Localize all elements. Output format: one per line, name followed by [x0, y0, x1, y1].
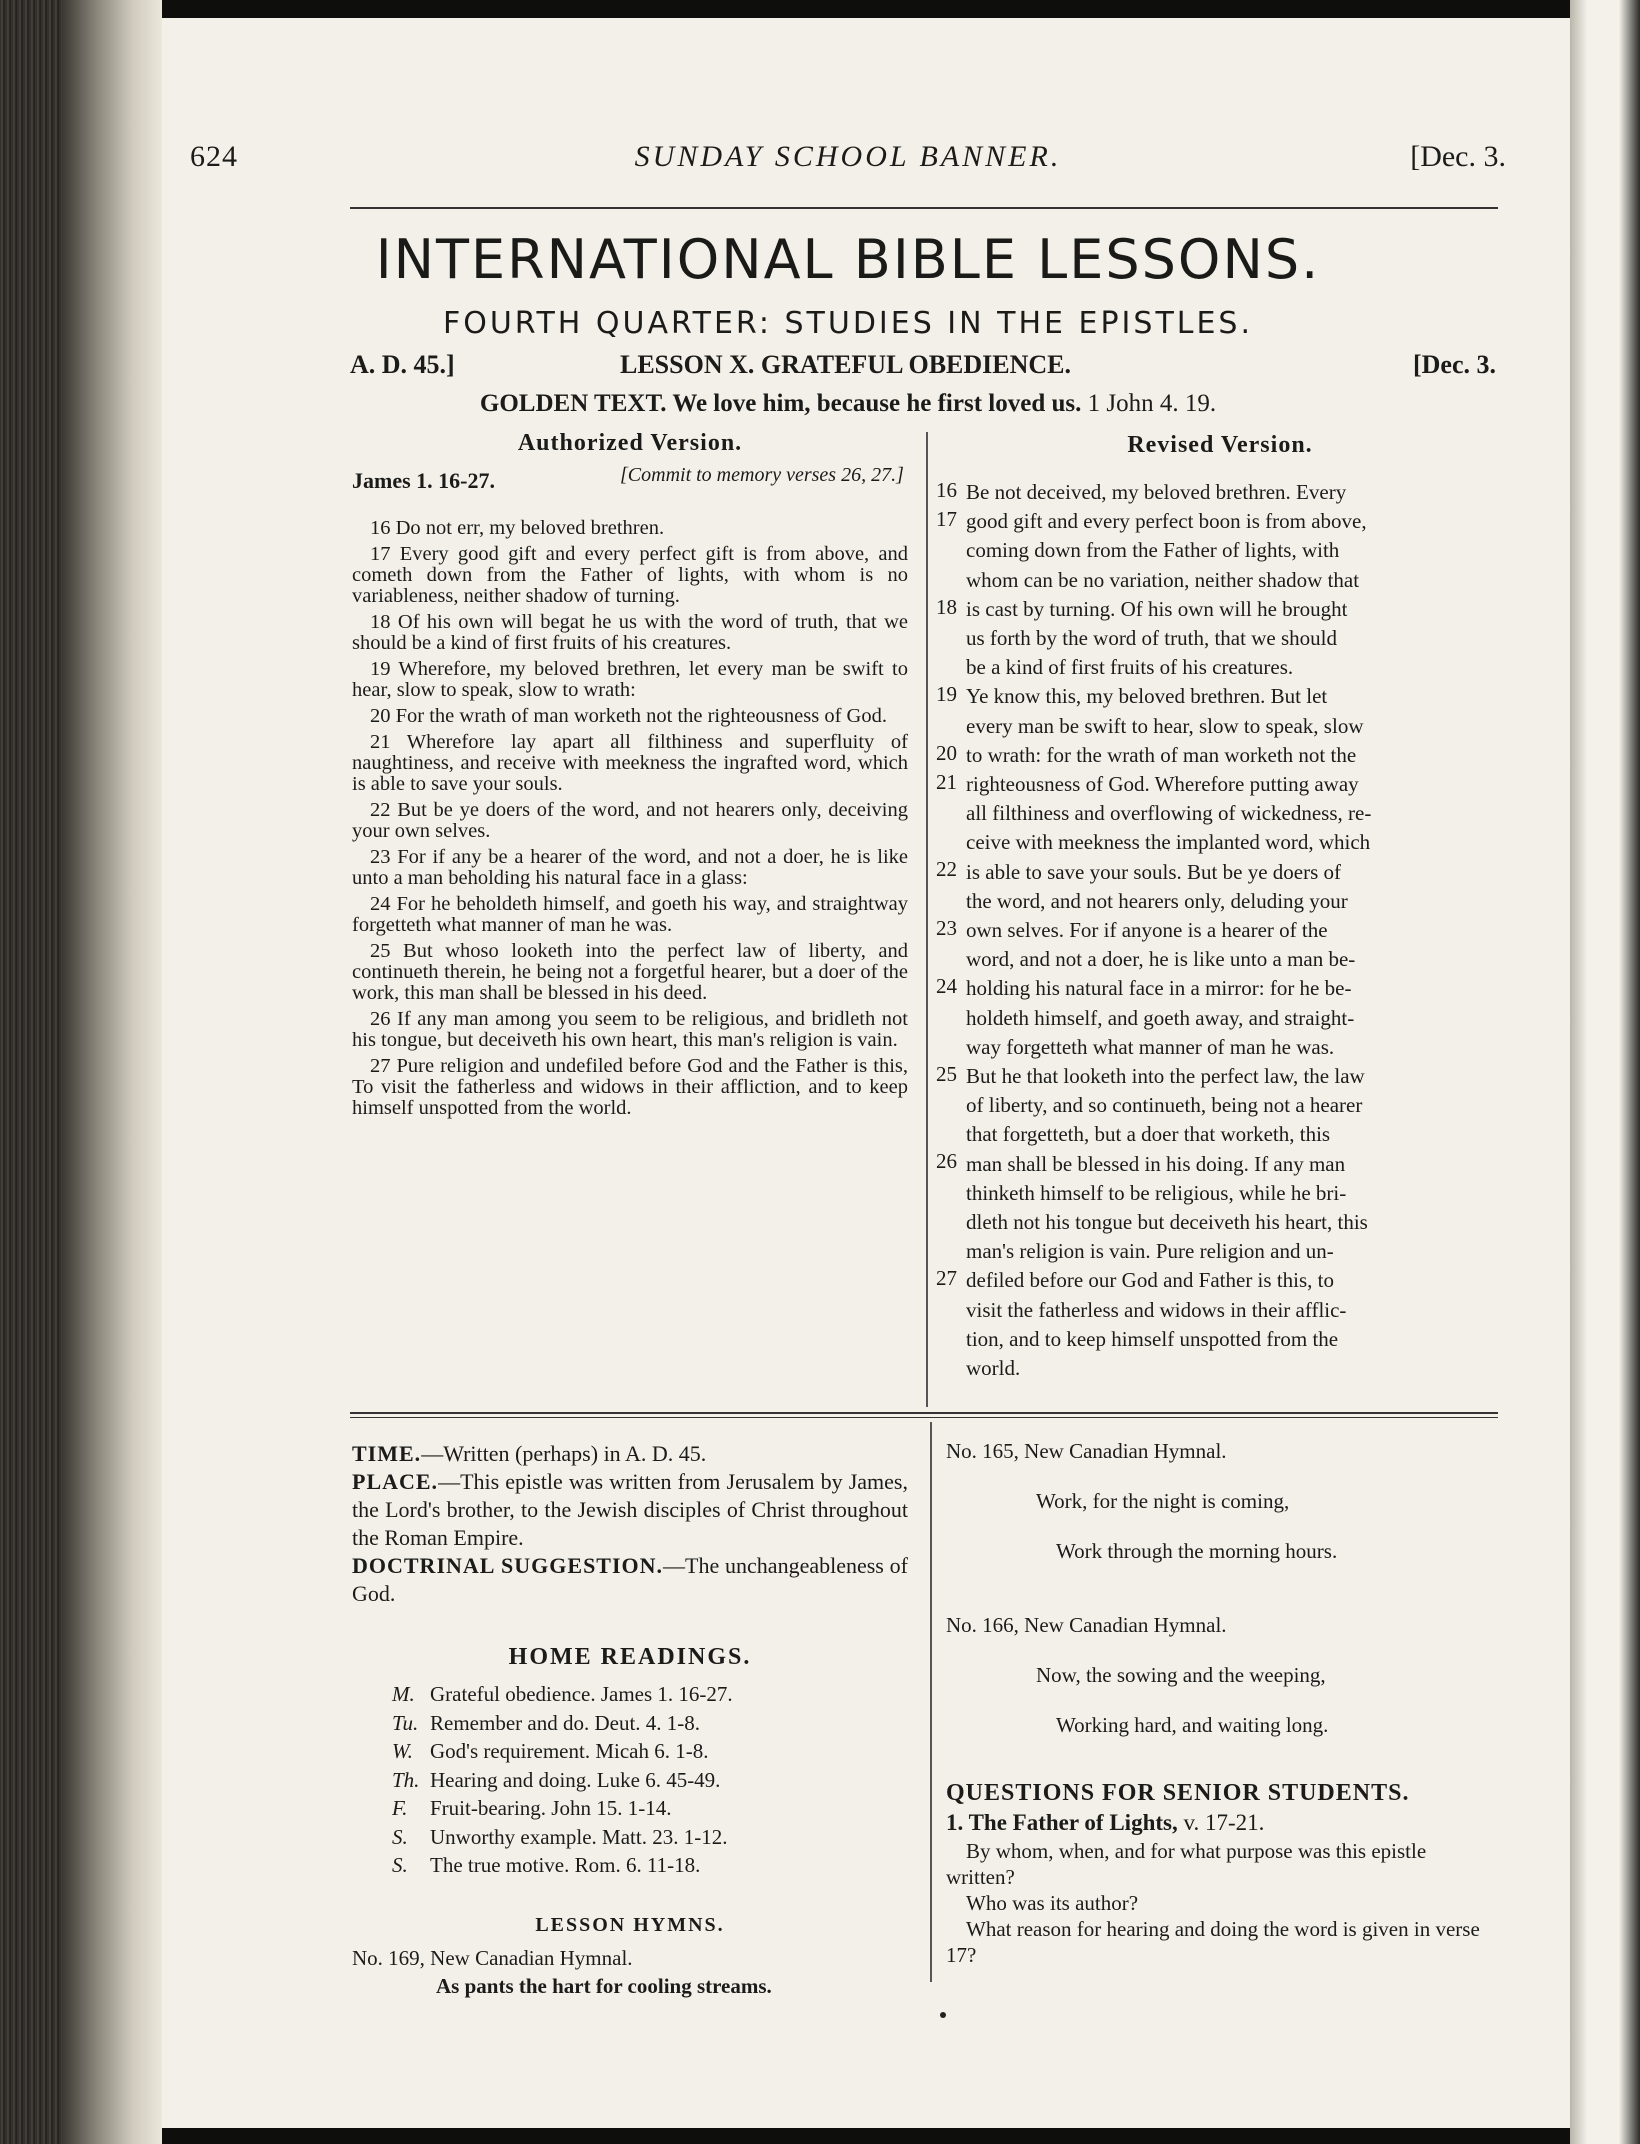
list-item: M. Grateful obedience. James 1. 16-27. — [392, 1682, 733, 1706]
page-title: INTERNATIONAL BIBLE LESSONS. — [375, 228, 1321, 291]
home-readings-title: HOME READINGS. — [508, 1644, 752, 1670]
right-lower-column — [946, 1436, 1494, 1968]
verse: 19 Wherefore, my beloved brethren, let every man be swift to hear, slow to speak, slow to wrath: — [352, 658, 908, 701]
book-binding — [0, 0, 62, 2144]
revised-verses — [966, 478, 1494, 1383]
text-line: good gift and every perfect boon is from above, — [966, 509, 1367, 534]
verse: 16 Do not err, my beloved brethren. — [370, 517, 665, 539]
verse: 21 Wherefore lay apart all filthiness and superfluity of naughtiness, and receive with meekness the ingrafted word, which is able to save your souls. — [352, 731, 908, 795]
text-line: tion, and to keep himself unspotted from the — [966, 1326, 1339, 1351]
text-line: coming down from the Father of lights, with — [966, 538, 1340, 563]
text-line: whom can be no variation, neither shadow that — [966, 567, 1360, 592]
text-line: But he that looketh into the perfect law, the law — [966, 1064, 1365, 1089]
verse: 22 But be ye doers of the word, and not hearers only, deceiving your own selves. — [352, 799, 908, 842]
text-line: Ye know this, my beloved brethren. But let — [966, 684, 1328, 709]
next-page-edge — [1570, 0, 1640, 2144]
verse: 17 Every good gift and every perfect gift is from above, and cometh down from the Father of lights, with whom is no variableness, neither shadow of turning. — [352, 543, 908, 607]
hymn-169 — [352, 1944, 772, 2000]
list-item: S. Unworthy example. Matt. 23. 1-12. — [392, 1824, 728, 1849]
text-line: man's religion is vain. Pure religion and un- — [966, 1239, 1334, 1264]
verse: 24 For he beholdeth himself, and goeth his way, and straightway forgetteth what manner of man he was. — [352, 893, 908, 936]
hymn-line: Work through the morning hours. — [1056, 1539, 1338, 1563]
place-note: PLACE.—This epistle was written from Jerusalem by James, the Lord's brother, to the Jewish disciples of Christ throughout the Roman Empire. — [352, 1469, 908, 1550]
header-rule — [350, 207, 1498, 209]
text-line: thinketh himself to be religious, while he bri- — [966, 1180, 1347, 1205]
text-line: way forgetteth what manner of man he was. — [966, 1034, 1335, 1059]
list-item: F. Fruit-bearing. John 15. 1-14. — [392, 1796, 672, 1820]
text-line: righteousness of God. Wherefore putting away — [966, 772, 1359, 797]
text-line: that forgetteth, but a doer that worketh, this — [966, 1122, 1331, 1147]
lesson-line — [190, 350, 1506, 390]
hymn-line: As pants the hart for cooling streams. — [436, 1974, 772, 1998]
section-rule — [350, 1412, 1498, 1414]
magazine-title: SUNDAY SCHOOL BANNER. — [634, 140, 1062, 173]
text-line: is able to save your souls. But be ye doers of — [966, 859, 1342, 884]
question: What reason for hearing and doing the word is given in verse 17? — [946, 1917, 1480, 1967]
running-header — [190, 140, 1506, 184]
hymn-line: Now, the sowing and the weeping, — [1036, 1663, 1326, 1687]
verse: 27 Pure religion and undefiled before God and the Father is this, To visit the fatherless and widows in their affliction, and to keep himself unspotted from the world. — [352, 1055, 908, 1119]
verse-number: 21 — [936, 770, 957, 794]
authorized-heading: Authorized Version. — [517, 430, 743, 456]
verse-number: 27 — [936, 1266, 957, 1290]
lesson-notes — [352, 1440, 908, 1608]
text-line: us forth by the word of truth, that we should — [966, 626, 1337, 651]
list-item: Tu. Remember and do. Deut. 4. 1-8. — [392, 1710, 701, 1735]
lower-column-divider — [930, 1422, 932, 1982]
section-rule-thin — [350, 1417, 1498, 1418]
text-line: world. — [966, 1356, 1021, 1381]
verse: 25 But whoso looketh into the perfect law of liberty, and continueth therein, he being not a forgetful hearer, but a doer of the work, this man shall be blessed in his deed. — [352, 940, 908, 1004]
verse-number: 22 — [936, 857, 957, 881]
doctrinal-note: DOCTRINAL SUGGESTION.—The unchangeableness of God. — [352, 1553, 908, 1606]
text-line: dleth not his tongue but deceiveth his heart, this — [966, 1210, 1368, 1235]
text-line: ceive with meekness the implanted word, which — [966, 830, 1371, 855]
text-line: the word, and not hearers only, deluding your — [966, 888, 1348, 913]
revised-heading: Revised Version. — [1127, 432, 1313, 458]
text-line: is cast by turning. Of his own will he brought — [966, 596, 1348, 621]
golden-text — [190, 390, 1506, 418]
text-line: Be not deceived, my beloved brethren. Every — [966, 480, 1347, 504]
verse-number: 18 — [936, 595, 957, 619]
text-line: defiled before our God and Father is this, to — [966, 1268, 1334, 1293]
time-note: TIME.—Written (perhaps) in A. D. 45. — [352, 1441, 707, 1466]
scripture-reference: James 1. 16-27. — [352, 468, 495, 493]
home-readings-list — [392, 1680, 733, 1880]
lesson-date: [Dec. 3. — [1412, 350, 1496, 379]
verse-number: 17 — [936, 507, 957, 531]
text-line: own selves. For if anyone is a hearer of the — [966, 918, 1328, 943]
question-section: 1. The Father of Lights, v. 17-21. — [946, 1810, 1265, 1835]
verse: 20 For the wrath of man worketh not the righteousness of God. — [370, 705, 887, 727]
text-line: word, and not a doer, he is like unto a man be- — [966, 947, 1356, 972]
verse-number: 20 — [936, 741, 957, 765]
golden-text-body: We love him, because he first loved us. — [672, 390, 1082, 417]
list-item: Th. Hearing and doing. Luke 6. 45-49. — [392, 1767, 721, 1792]
page-number: 624 — [190, 140, 238, 173]
text-line: be a kind of first fruits of his creatures. — [966, 655, 1294, 680]
verse-number: 23 — [936, 916, 957, 940]
question: Who was its author? — [966, 1891, 1139, 1915]
list-item: S. The true motive. Rom. 6. 11-18. — [392, 1853, 701, 1877]
text-line: to wrath: for the wrath of man worketh not the — [966, 742, 1357, 767]
text-line: holdeth himself, and goeth away, and straight- — [966, 1005, 1355, 1030]
column-divider — [926, 432, 928, 1407]
golden-text-label: GOLDEN TEXT. — [479, 390, 667, 417]
text-line: man shall be blessed in his doing. If any man — [966, 1151, 1346, 1176]
golden-text-ref: 1 John 4. 19. — [1087, 390, 1217, 417]
text-line: all filthiness and overflowing of wickedness, re- — [966, 801, 1372, 826]
hymn-line: Work, for the night is coming, — [1036, 1489, 1290, 1513]
verse: 23 For if any be a hearer of the word, and not a doer, he is like unto a man beholding his natural face in a glass: — [352, 846, 908, 889]
verse: 26 If any man among you seem to be religious, and bridleth not his tongue, but deceiveth his own heart, this man's religion is vain. — [352, 1008, 908, 1051]
verse-number: 16 — [936, 478, 957, 502]
authorized-verses — [352, 518, 908, 1124]
text-line: visit the fatherless and widows in their afflic- — [966, 1297, 1347, 1322]
verse-number: 24 — [936, 974, 957, 998]
hymn-ref: No. 166, New Canadian Hymnal. — [946, 1613, 1227, 1637]
lesson-year: A. D. 45.] — [350, 350, 455, 379]
text-line: of liberty, and so continueth, being not a hearer — [966, 1093, 1363, 1118]
lesson-name: LESSON X. GRATEFUL OBEDIENCE. — [620, 350, 1072, 379]
hymn-ref: No. 165, New Canadian Hymnal. — [946, 1439, 1227, 1463]
verse-number: 26 — [936, 1149, 957, 1173]
lesson-hymns-title: LESSON HYMNS. — [535, 1914, 725, 1936]
verse-number: 25 — [936, 1062, 957, 1086]
memory-verses-note: [Commit to memory verses 26, 27.] — [620, 464, 904, 486]
list-item: W. God's requirement. Micah 6. 1-8. — [392, 1739, 709, 1763]
hymn-ref: No. 169, New Canadian Hymnal. — [352, 1946, 633, 1970]
header-date: [Dec. 3. — [1410, 140, 1506, 173]
verse-number: 19 — [936, 682, 957, 706]
text-line: holding his natural face in a mirror: for he be- — [966, 976, 1352, 1001]
text-line: every man be swift to hear, slow to speak, slow — [966, 713, 1364, 738]
page-subtitle: FOURTH QUARTER: STUDIES IN THE EPISTLES. — [442, 306, 1254, 341]
question: By whom, when, and for what purpose was this epistle written? — [946, 1839, 1427, 1889]
questions-title: QUESTIONS FOR SENIOR STUDENTS. — [946, 1780, 1410, 1806]
hymn-line: Working hard, and waiting long. — [1056, 1713, 1329, 1737]
verse: 18 Of his own will begat he us with the word of truth, that we should be a kind of first fruits of his creatures. — [352, 611, 908, 654]
ink-dot-icon — [940, 2012, 946, 2018]
page-stack-edge — [62, 0, 162, 2144]
